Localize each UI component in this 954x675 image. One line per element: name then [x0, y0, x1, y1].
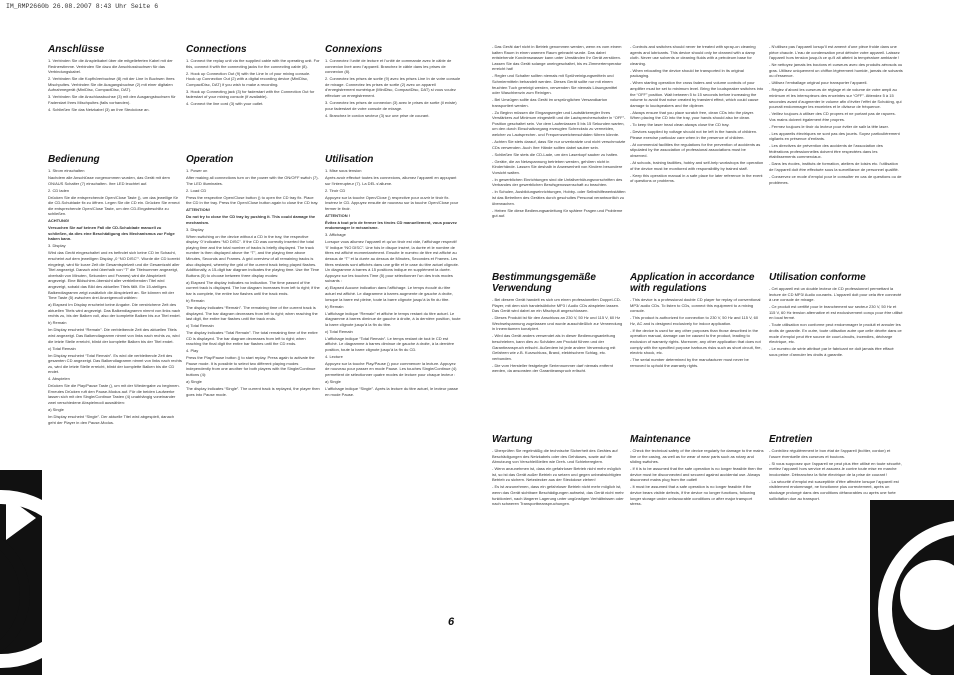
paragraph: Nachdem alle Anschlüsse vorgenommen wurden, das Gerät mit dem ON/AUS Schalter (7) einschalten. Ihre LED leuchtet auf.: [48, 174, 170, 186]
paragraph: 2. Verbinden Sie die Kopfhörerbuchse (8) mit der Line In Buchsen Ihres Mischpultes. Verbinden Sie die Ausgangsbuchse (2) mit einer digitalen Aufnahmegerät (MiniDisc, CompactDisc, DAT).: [48, 76, 175, 93]
paragraph: - It must be assumed that a safe operation is no longer feasible if the device bears visible defects, if the device no longer functions, following longer storage under unfavourable conditions or after major transport stress.: [630, 484, 756, 507]
paragraph: 4. Branchez le cordon secteur (3) sur une prise de courant.: [325, 112, 430, 118]
paragraph: - Controls and switches should never be treated with spray-on cleaning agents and lubricants. This device should only be cleaned with a damp cloth. Never use solvents or cleaning fluids with a petroleum base for cleaning.: [630, 44, 756, 66]
decorative-logo-stripe: [0, 470, 42, 675]
paragraph: 3. Hook up Connecting jack (3) for faderstart with the Connection Out for faderstart of your mixing console (if available).: [186, 88, 315, 100]
bestimmung-section: [492, 272, 626, 432]
paragraph: 2. Tiroir CD: [325, 187, 346, 193]
paragraph: - Fermez toujours le tiroir du lecteur pour éviter de salir la tête laser.: [769, 123, 889, 129]
paragraph: 4. Abspielen: [48, 376, 70, 382]
utilisation-heading: Utilisation: [325, 154, 374, 165]
paragraph: a) Single: [48, 407, 64, 413]
paragraph: After making all connections turn on the power with the ON/OFF switch (7). The LED illuminates.: [186, 174, 319, 186]
paragraph: Im Display erscheint “Single”. Der aktuelle Titel wird abgespielt, danach geht der Player in den Pause-Modus.: [48, 414, 175, 425]
paragraph: 3. Display: [186, 226, 204, 232]
paragraph: L’affichage indique “Remain” et affiche le temps restant du titre actuel. Le diagramme à barres diminue de gauche à droite, à la dernière position, toute la barre clignote jusqu’à la fin du titre.: [325, 310, 461, 327]
safety-fr-body: [769, 44, 903, 185]
operation-heading: Operation: [186, 154, 234, 165]
paragraph: a) Elapsed Aucune indication dans l’affichage. Le temps écoulé du titre actuel est affiché. Le diagramme à barres augmente de gauche à droite, lorsque la barre est pleine, toute la barre clignote jusqu’à la fin du titre.: [325, 285, 453, 302]
paragraph: Do not try to close the CD tray by pushing it. This could damage the mechanism.: [186, 214, 316, 225]
safety-de-section: [492, 44, 626, 266]
paragraph: The display indicates “Single”. The current track is replayed, the player then goes into Pause mode.: [186, 386, 320, 397]
paragraph: 3. Connectez les prises de connexion (3) avec le prises de sortie (il existe) pour faderstart de votre console de mixage.: [325, 99, 457, 111]
paragraph: - Veillez toujours à utiliser des CD propres et ne portant pas de rayures. Vos mains doivent également être propres.: [769, 111, 896, 122]
paragraph: - In gewerblichen Einrichtungen sind die Unfallverhütungsvorschriften des Verbandes der gewerblichen Berufsgenossenschaft zu beachten.: [492, 176, 623, 188]
wartung-heading: Wartung: [492, 434, 533, 445]
paragraph: Im Display erscheint “Total Remain”. Es wird die verbleibende Zeit des gesamten CD angezeigt. Das Balkendiagramm nimmt von links nach rechts zu, wird die letzte Stelle erreicht, blinkt der komplette Balken bis die CD endet.: [48, 352, 182, 375]
paragraph: Appuyez sur la touche Play/Pause () pour commencer la lecture. Appuyez de nouveau pour passer en mode Pause. Les touches Single/Continue (4) permettent de sélectionner quatre modes de lecture pour chaque lecteur :: [325, 360, 457, 378]
paragraph: - Wenn anzunehmen ist, dass ein gefahrloser Betrieb nicht mehr möglich ist, so ist das Gerät außer Betrieb zu setzen und gegen unbeabsichtigten Betrieb zu sichern. Netzstecker aus der Steckdose ziehen!: [492, 466, 622, 483]
paragraph: Versuchen Sie auf keinen Fall die CD-Schublade manuell zu schließen, da dies eine Beschädigung des Mechanismus zur Folge haben kann.: [48, 225, 175, 242]
paragraph: - Si vous supposez que l’appareil ne peut plus être utilisé en toute sécurité, mettez l’appareil hors service et assurez-le contre toute mise en marche involontaire. Débranchez la fiche électrique de la prise de courant !: [769, 460, 902, 477]
paragraph: b) Remain: [186, 297, 205, 303]
paragraph: - Dieses Produkt ist für den Anschluss an 230 V, 50 Hz und 115 V, 60 Hz Wechselspannung zugelassen und wurde ausschließlich zur Verwendung in Innenräumen konzipiert.: [492, 315, 623, 332]
paragraph: - Ne nettoyez jamais les boutons et curseurs avec des produits aérosols ou gras. Utilisez uniquement un chiffon légèrement humide, jamais de solvants ou d’essence.: [769, 62, 903, 79]
paragraph: 2. Connectez les prises de sortie (9) avec les prises Line In de votre console de mixage. Connectez les prises de sortie (2) avec un appareil d’enregistrement numérique (MiniDisc, CompactDisc, DAT) si vous voulez effectuer un enregistrement.: [325, 76, 461, 98]
maintenance-body: [630, 448, 764, 507]
connexions-heading: Connexions: [325, 44, 383, 55]
paragraph: Im Display erscheint “Remain”. Die verbleibende Zeit des aktuellen Titels wird angezeigt. Das Balkendiagramm nimmt von links nach rechts zu, wird die letzte Stelle erreicht, blinkt der komplette Balken bis der Titel endet.: [48, 327, 180, 344]
paragraph: - La sécurité d’emploi est susceptible d’être affectée lorsque l’appareil est visiblement endommagé, ne fonctionne plus correctement, après un stockage prolongé dans des conditions défavorables ou après une forte sollicitation due au transport.: [769, 478, 899, 501]
paragraph: 4. Play: [186, 348, 199, 354]
paragraph: 4. Connect the line cord (3) with your outlet.: [186, 101, 264, 107]
paragraph: - In Schulen, Ausbildungseinrichtungen, Hobby- oder Selbsthilfewerkstätten ist das Betreiben des Gerätes durch geschultes Personal verantwortlich zu überwachen.: [492, 189, 626, 206]
connexions-body: [325, 58, 461, 118]
paragraph: ACHTUNG!: [48, 218, 70, 224]
paragraph: Drücken Sie die Play/Pause Taste (), um mit der Wiedergabe zu beginnen. Erneutes Drücken ruft den Pause-Modus auf. Für die beiden Laufwerke lassen sich mit den Single/Continue Tasten (4) unabhängig voneinander zwei verschiedene Abspielmodi auswählen:: [48, 383, 180, 406]
wartung-body: [492, 448, 626, 507]
anschluesse-heading: Anschlüsse: [48, 44, 105, 55]
application-heading: Application in accordance with regulations: [630, 272, 755, 294]
paragraph: - Cet appareil est un double lecteur de CD professionnel permettant la lecture de CD MP3/ Audio courants. L’appareil doit pour cela être connecté à une console de mixage.: [769, 286, 902, 303]
paragraph: a) Elapsed The display indicates no indication. The time passed of the current track is displayed. The bar diagram increases from left to right; if the bar is complete, the entire bar flashes until the track ends.: [186, 279, 320, 296]
paragraph: - Keep this operation manual in a safe place for later reference in the event of questions or problems.: [630, 172, 763, 184]
paragraph: - Die vom Hersteller festgelegte Seriennummer darf niemals entfernt werden, da ansonsten der Garantieanspruch erlischt.: [492, 362, 613, 374]
paragraph: - Es ist anzunehmen, dass ein gefahrloser Betrieb nicht mehr möglich ist, wenn das Gerät sichtbare Beschädigungen aufweist, das Gerät nicht mehr funktioniert, nach längerer Lagerung unter ungünstigen Verhältnissen oder nach schweren Transportbeanspruchungen.: [492, 484, 624, 507]
paragraph: - Conservez ce mode d’emploi pour le consulter en cas de questions ou de problèmes.: [769, 173, 902, 185]
application-section: [630, 272, 764, 432]
utilisation-section: [325, 154, 461, 486]
paragraph: 1. Connect the replay unit via the supplied cable with the operating unit. For this, connect it with the connecting jacks for the connecting cable (8).: [186, 58, 320, 69]
paragraph: 2. Hook up Connection Out (9) with the Line In of your mixing console. Hook up Connection Out (2) with a digital recording device (MiniDisc, CompactDisc, DAT) if you wish to make a recording.: [186, 70, 311, 87]
paragraph: - Toute utilisation non conforme peut endommager le produit et annuler les droits de garantie. En outre, toute utilisation autre que celle décrite dans ce mode d’emploi peut être source de court-circuits, incendies, décharge électrique, etc.: [769, 322, 902, 345]
paragraph: - Le numéro de série attribué par le fabricant ne doit jamais être effacé sous peine d’annuler les droits à garantie.: [769, 346, 894, 357]
paragraph: 1. Strom einschalten: [48, 168, 85, 173]
paragraph: ATTENTION!: [186, 207, 210, 213]
paragraph: b) Remain: [325, 303, 344, 309]
paragraph: The display indicates “Total Remain”. The total remaining time of the entire CD is displayed. The bar diagram decreases from left to right; when reaching the final digit the entire bar flashes until the CD ends.: [186, 330, 318, 347]
bedienung-body: [48, 168, 182, 425]
paragraph: c) Total Remain: [325, 328, 353, 334]
operation-section: [186, 154, 320, 486]
paragraph: - Utilisez l’emballage original pour transporter l’appareil.: [769, 80, 868, 86]
paragraph: - This device is a professional double CD player for replay of conventional MP3/ audio CDs. To listen to CDs, connect this equipment to a mixing console.: [630, 297, 761, 314]
connections-heading: Connections: [186, 44, 247, 55]
paragraph: - Regler und Schalter sollten niemals mit Sprühreinigungsmitteln und Schmiermitteln behandelt werden. Dieses Gerät sollte nur mit einem feuchten Tuch gereinigt werden, verwenden Sie niemals Lösungsmittel oder Waschbenzin zum Reinigen.: [492, 73, 618, 96]
paragraph: - Das Gerät darf nicht in Betrieb genommen werden, wenn es vom einem kalten Raum in einen warmen Raum gebracht wurde. Das dabei entstehende Kondenswasser kann unter Umständen Ihr Gerät zerstören. Lassen Sie das Gerät solange uneingeschaltet, bis es Zimmertemperatur erreicht hat!: [492, 44, 622, 72]
safety-fr-section: [769, 44, 903, 266]
paragraph: - Les directives de prévention des accidents de l’association des fédérations professionnelles doivent être respectées dans les établissements commerciaux.: [769, 143, 883, 160]
paragraph: 4. Lecture: [325, 353, 343, 359]
paragraph: The display indicates “Remain”. The remaining time of the current track is displayed. The bar diagram decreases from left to right; when reaching the last digit, the entire bar flashes until the track ends.: [186, 304, 318, 322]
utilisation-body: [325, 168, 461, 397]
paragraph: a) Single: [186, 379, 202, 385]
paragraph: 2. CD laden: [48, 187, 70, 193]
utilisation-conforme-heading: Utilisation conforme: [769, 272, 866, 283]
paragraph: - N’utilisez pas l’appareil lorsqu’il est amené d’une pièce froide dans une pièce chaude. L’eau de condensation peut détruire votre appareil. Laissez l’appareil hors tension jusqu’à ce qu’il ait atteint la température ambiante !: [769, 44, 900, 61]
paragraph: 1. Connectez l’unité de lecture et l’unité de commande avec le câble de connexion livré avec l’appareil. Branchez le câble dans les prises de connexion (8).: [325, 58, 452, 75]
safety-en-section: [630, 44, 764, 266]
paragraph: When switching on the device without a CD in the tray, the respective display ‘0’ indicates “NO DISC”. If the CD was correctly inserted the total playing time and the total number of tracks is briefly displayed. The track number is then displayed above the “T”, and the playing time above Minutes, Seconds and Frames. A grid overview of all remaining tracks is also displayed, whereby the grid of the current track being played flashes. Additionally, a 15-digit bar diagram indicates the playing time. Use the Time Buttons (5) to choose between three display modes:: [186, 233, 320, 278]
entretien-heading: Entretien: [769, 434, 813, 445]
decorative-corner-graphic: [870, 500, 954, 675]
paragraph: - Devices supplied by voltage should not be left in the hands of children. Please exercise particular care when in the presence of children.: [630, 129, 758, 140]
paragraph: - When starting operation the cross faders and volume controls of your amplifier must be set to minimum level. Bring the loudspeaker switches into the “OFF” position. Wait between 5 to 15 seconds before increasing the volume to avoid that noise created by transient effect, which could cause damage to loudspeakers and the diplexer.: [630, 80, 764, 108]
paragraph: - Wird das Gerät anders verwendet als in dieser Bedienungsanleitung beschrieben, kann dies zu Schäden am Produkt führen und der Garantieanspruch erlischt. Außerdem ist jede andere Verwendung mit Gefahren wie z.B. Kurzschluss, Brand, elektrischem Schlag, etc. verbunden.: [492, 333, 616, 361]
paragraph: Évitez à tout prix de fermer les tiroirs CD manuellement, vous pouvez endommager le mécanisme.: [325, 219, 457, 231]
paragraph: ATTENTION !: [325, 212, 351, 218]
paragraph: - At schools, training facilities, hobby and self-help workshops the operation of the device must be monitored with responsibility by trained staff.: [630, 160, 764, 171]
paragraph: - This product is authorized for connection to 230 V, 50 Hz and 115 V, 60 Hz, AC and is designed exclusively for indoor application.: [630, 315, 759, 326]
bedienung-heading: Bedienung: [48, 154, 100, 165]
paragraph: - Bei diesem Gerät handelt es sich um einen professionellen Doppel-CD-Player, mit dem sich handelsübliche MP3 / Audio CDs abspielen lassen. Das Gerät wird dabei an ein Mischpult angeschlossen.: [492, 297, 621, 314]
page-number-left: 6: [448, 616, 455, 628]
bestimmung-body: [492, 297, 626, 374]
paragraph: - Always ensure that you place scratch free, clean CDs into the player. When placing the CD into the tray, your hands should also be clean.: [630, 109, 755, 121]
paragraph: 1. Verbinden Sie die Anspielkabel über die mitgelieferten Kabel mit der Rednerstimme. Verbinden Sie dazu die Anschlussbuchsen für das Verbindungskabel.: [48, 58, 173, 75]
bestimmung-heading: Bestimmungsgemäße Verwendung: [492, 272, 596, 294]
application-body: [630, 297, 764, 368]
paragraph: - To keep the laser head clean always close the CD tray.: [630, 122, 730, 128]
paragraph: - Schließen Sie stets die CD-Lade, um den Laserkopf sauber zu halten.: [492, 151, 619, 157]
paragraph: - If the device is used for any other purposes than those described in the operation manual, damage can be caused to the product, leading to exclusion of warranty rights. Moreover, any other application that does not comply with the specified purpose harbours risks such as short circuit, fire, electric shock, etc.: [630, 327, 762, 356]
paragraph: - Contrôlez régulièrement le bon état de l’appareil (boîtier, cordon) et l’usure éventuelle des curseurs et boutons.: [769, 448, 891, 459]
paragraph: 4. Schließen Sie das Netzkabel (3) an Ihre Steckdose an.: [48, 106, 150, 112]
paragraph: - Überprüfen Sie regelmäßig die technische Sicherheit des Gerätes auf Beschädigungen des Netzkabels oder des Gehäuses, sowie auf die Abnutzung von Verschleißteilen wie Dreh- und Schiebereglern.: [492, 448, 618, 465]
maintenance-heading: Maintenance: [630, 434, 691, 445]
paragraph: 3. Display: [48, 243, 66, 249]
maintenance-section: [630, 434, 764, 584]
paragraph: - Zu Beginn müssen die Eingangsregler und Lautstärkeregler Ihres Verstärkers auf Minimum eingestellt und die Lautsprecherschalter in “OFF”-Position geschaltet sein. Vor dem Laufenlassen 5 bis 15 Sekunden warten, um den durch Einschaltvorgang erzeugten Schrecksto zu vermeiden, welcher zu Lautsprecher- und Frequenzweichenschäden führen könnte.: [492, 109, 626, 138]
entretien-body: [769, 448, 903, 501]
paragraph: a) Single: [325, 379, 341, 385]
paragraph: - Check the technical safety of the device regularly for damage to the mains line or the casing, as well as for wear of wear parts such as rotary and sliding switches.: [630, 448, 764, 465]
paragraph: - Les appareils électriques ne sont pas des jouets. Soyez particulièrement vigilants en présence d’enfants.: [769, 130, 900, 142]
print-header: IM_RMP2660b 26.08.2007 8:43 Uhr Seite 6: [6, 3, 159, 10]
paragraph: 1. Power on: [186, 168, 208, 173]
paragraph: - The serial number determined by the manufacturer must never be removed to uphold the warranty rights.: [630, 357, 749, 368]
paragraph: Press the Play/Pause button () to start replay. Press again to activate the Pause mode. It is possible to select two different playing modes independently from one another for both players with the Single/Continue buttons (4):: [186, 355, 316, 378]
paragraph: - Dans les écoles, instituts de formation, ateliers de loisirs etc. l’utilisation de l’appareil doit être effectuée sous la surveillance de personnel qualifié.: [769, 161, 899, 172]
paragraph: b) Remain: [48, 320, 67, 326]
paragraph: - Bei Umzügen sollte das Gerät im ursprünglichen Versandkarton transportiert werden.: [492, 97, 608, 108]
anschluesse-body: [48, 58, 182, 113]
paragraph: a) Elapsed Im Display erscheint keine Angabe. Die verstrichene Zeit des aktuellen Titels wird angezeigt. Das Balkendiagramm nimmt von links nach rechts zu, bis der Balken voll, also der komplette Balken bis zur Titel endet.: [48, 302, 181, 319]
paragraph: c) Total Remain: [186, 323, 214, 329]
paragraph: - If it is to be assumed that the safe operation is no longer feasible then the device must be disconnected and secured against accidental use. Always disconnect mains plug from the outlet!: [630, 466, 763, 483]
paragraph: Après avoir effectué toutes les connexions, allumez l’appareil en appuyant sur l’interrupteur (7). La DEL s’allume.: [325, 174, 457, 186]
paragraph: L’affichage indique “Total Remain”. Le temps restant de tout le CD est affiché. Le diagramme à barres diminue de gauche à droite, à la dernière position, toute la barre clignote jusqu’à la fin du CD.: [325, 335, 455, 352]
paragraph: Press the respective Open/Close button () to open the CD tray fix. Place the CD in the tray. Press the Open/Close button again to close the CD tray.: [186, 194, 319, 206]
utilisation-conforme-section: [769, 272, 903, 432]
connections-body: [186, 58, 320, 107]
bedienung-section: [48, 154, 182, 486]
paragraph: 3. Verbinden Sie die Anschlussbuchse (3) mit den Ausgangsbuchsen für Faderstart Ihres Mischpultes (falls vorhanden).: [48, 94, 176, 105]
paragraph: Lorsque vous allumez l’appareil et qu’un tiroir est vide, l’affichage respectif ‘0’ indique “NO DISC”. Une fois le disque inséré, la durée et le nombre de titres est affiché momentanément. Ensuite le numéro de titre est affiché au dessus de “T” et la durée au dessus de Minutes, Secondes et Frames. Les titres restants sont affichés dans une grille et le case du titre actuel clignote. Un diagramme à barres à 15 positions indique en supplément la durée. Appuyez sur les touches Time (5) pour sélectionner l’un des trois modes suivants :: [325, 239, 459, 284]
paragraph: - Réglez d’abord les curseurs de réglage et de volume de votre ampli au minimum et les interrupteurs des enceintes sur “OFF”. Attendez 5 à 15 secondes avant d’augmenter le volume afin d’éviter l’effet de Schoking, qui pourrait endommager les enceintes et le diviseur de fréquence.: [769, 87, 902, 110]
paragraph: L’affichage indique “Single”. Après la lecture du titre actuel, le lecteur passe en mode Pause.: [325, 386, 459, 397]
utilisation-conforme-body: [769, 286, 903, 357]
operation-body: [186, 168, 320, 397]
paragraph: - Geräte, die an Netzspannung betrieben werden, gehören nicht in Kinderhände. Lassen Sie deshalb in Anwesenheit von Kindern besondere Vorsicht walten.: [492, 158, 623, 175]
safety-en-body: [630, 44, 764, 184]
paragraph: Wird das Gerät eingeschaltet und es befindet sich keine CD im Schacht, erscheint auf dem jeweiligen Display „0 “NO DISC”“. Wurde die CD korrekt eingelegt, wird für kurze Zeit die Gesamtspielzeit und die Gesamtzahl aller Titel angezeigt. Danach wird überhalb von “T” die Titelnummer angezeigt, oberhalb von Minuten, Sekunden und Frames) wird die Abspielzeit angezeigt. Eine Bildschirm-übersicht aller verbleibenden Titel wird angezeigt, sobald das Bild des aktuellen Titels fällt. Ein 15-stelliges Balkendiagramm zeigt zusätzlich die Abspielzeit an. Sie können mit der Time Taste (5) zwischen drei Anzeigemodi wählen:: [48, 250, 180, 301]
paragraph: 3. Affichage: [325, 232, 346, 238]
wartung-section: [492, 434, 626, 584]
safety-de-body: [492, 44, 626, 219]
paragraph: 2. Load CD: [186, 187, 207, 193]
paragraph: - At commercial facilities the regulations for the prevention of accidents as stipulated by the association of professional associations must be observed.: [630, 141, 761, 159]
paragraph: 1. Mise sous tension: [325, 168, 362, 173]
paragraph: Appuyez sur la touche Open/Close () respective pour ouvrir le tiroir fix. Insérez le CD. Appuyez ensuite de nouveau sur la touche Open/Close pour fermer le tiroir.: [325, 194, 459, 211]
paragraph: - When relocating the device should be transported in its original packaging.: [630, 67, 744, 79]
paragraph: Drücken Sie die entsprechende Open/Close Taste (), um das jeweilige für die CD-Schublade fix zu öffnen. Legen Sie die CD ein. Drücken Sie erneut die entsprechende Open/Close Taste, um den CD-Eingabeschlitz zu schließen.: [48, 194, 180, 217]
paragraph: - Achten Sie stets darauf, dass Sie nur unverkratzte und nicht verschmutzte CDs verwenden. Auch Ihre Hände sollten dabei sauber sein.: [492, 139, 626, 150]
paragraph: - Ce produit est certifié pour le branchement sur secteur 230 V, 50 Hz et 115 V, 60 Hz tension alternative et est exclusivement conçu pour être utilisé en local fermé.: [769, 304, 903, 321]
paragraph: - Heben Sie diese Bedienungsanleitung für spätere Fragen und Probleme gut auf.: [492, 207, 623, 219]
paragraph: c) Total Remain: [48, 345, 76, 351]
